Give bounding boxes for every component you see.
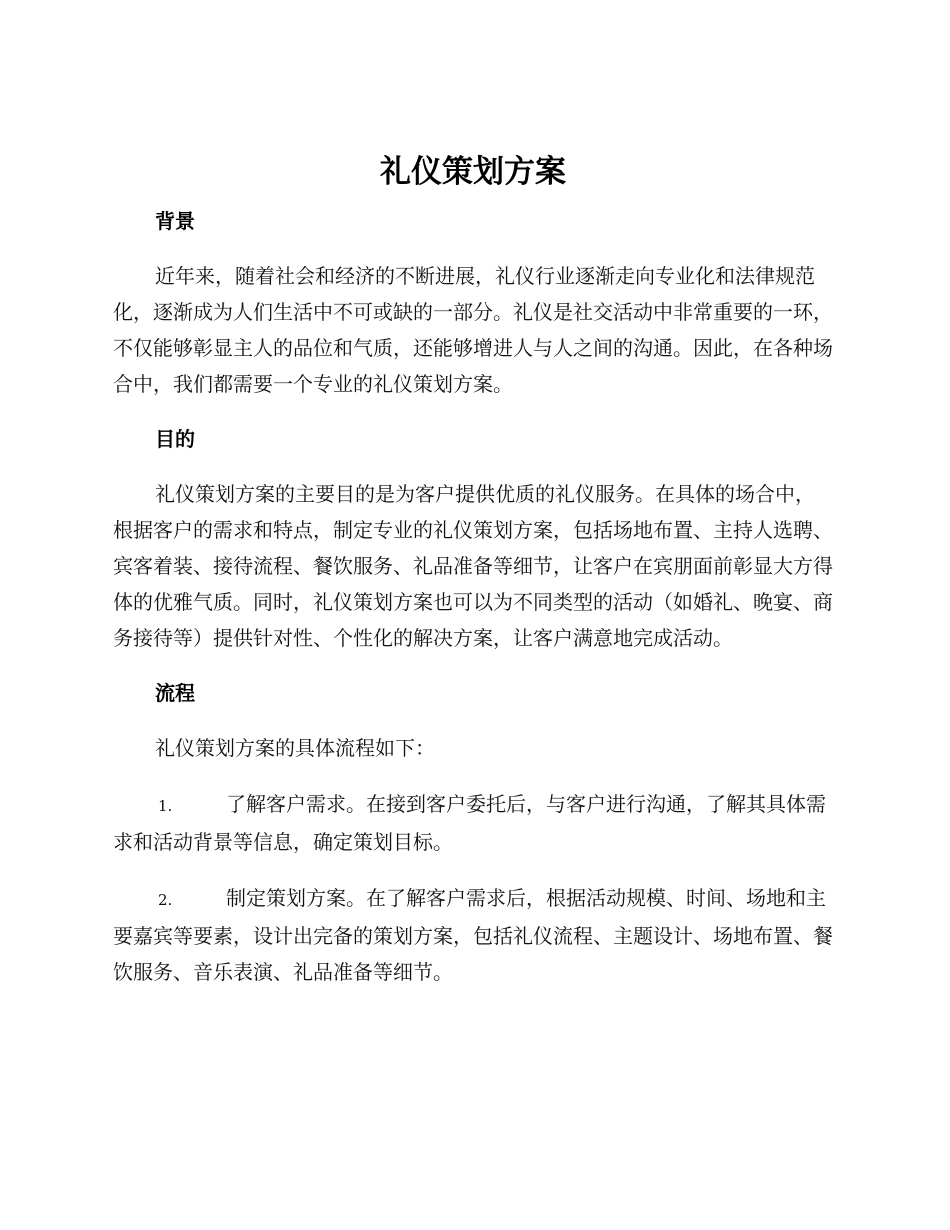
section-heading-process: 流程 [155, 681, 195, 705]
document-title: 礼仪策划方案 [380, 154, 566, 190]
section-paragraph-background: 近年来，随着社会和经济的不断进展，礼仪行业逐渐走向专业化和法律规范化，逐渐成为人们生活中不可或缺的一部分。礼仪是社交活动中非常重要的一环，不仅能够彰显主人的品位和气质，还能够增进人与人之间的沟通。因此，在各种场合中，我们都需要一个专业的礼仪策划方案。 [113, 264, 833, 396]
list-item-number: 2. [158, 891, 173, 909]
section-heading-background: 背景 [155, 209, 195, 233]
list-item-number: 1. [158, 797, 173, 815]
section-heading-purpose: 目的 [155, 427, 195, 451]
section-intro-process: 礼仪策划方案的具体流程如下： [155, 736, 435, 760]
list-item [113, 786, 833, 860]
list-item-text: 了解客户需求。在接到客户委托后，与客户进行沟通，了解其具体需求和活动背景等信息，确定策划目标。 [113, 792, 826, 854]
section-paragraph-purpose: 礼仪策划方案的主要目的是为客户提供优质的礼仪服务。在具体的场合中，根据客户的需求和特点，制定专业的礼仪策划方案，包括场地布置、主持人选聘、宾客着装、接待流程、餐饮服务、礼品准备等细节，让客户在宾朋面前彰显大方得体的优雅气质。同时，礼仪策划方案也可以为不同类型的活动（如婚礼、晚宴、商务接待等）提供针对性、个性化的解决方案，让客户满意地完成活动。 [113, 482, 833, 650]
list-item [113, 880, 833, 990]
list-item-text: 制定策划方案。在了解客户需求后，根据活动规模、时间、场地和主要嘉宾等要素，设计出完备的策划方案，包括礼仪流程、主题设计、场地布置、餐饮服务、音乐表演、礼品准备等细节。 [113, 886, 833, 984]
document-content [113, 150, 833, 990]
